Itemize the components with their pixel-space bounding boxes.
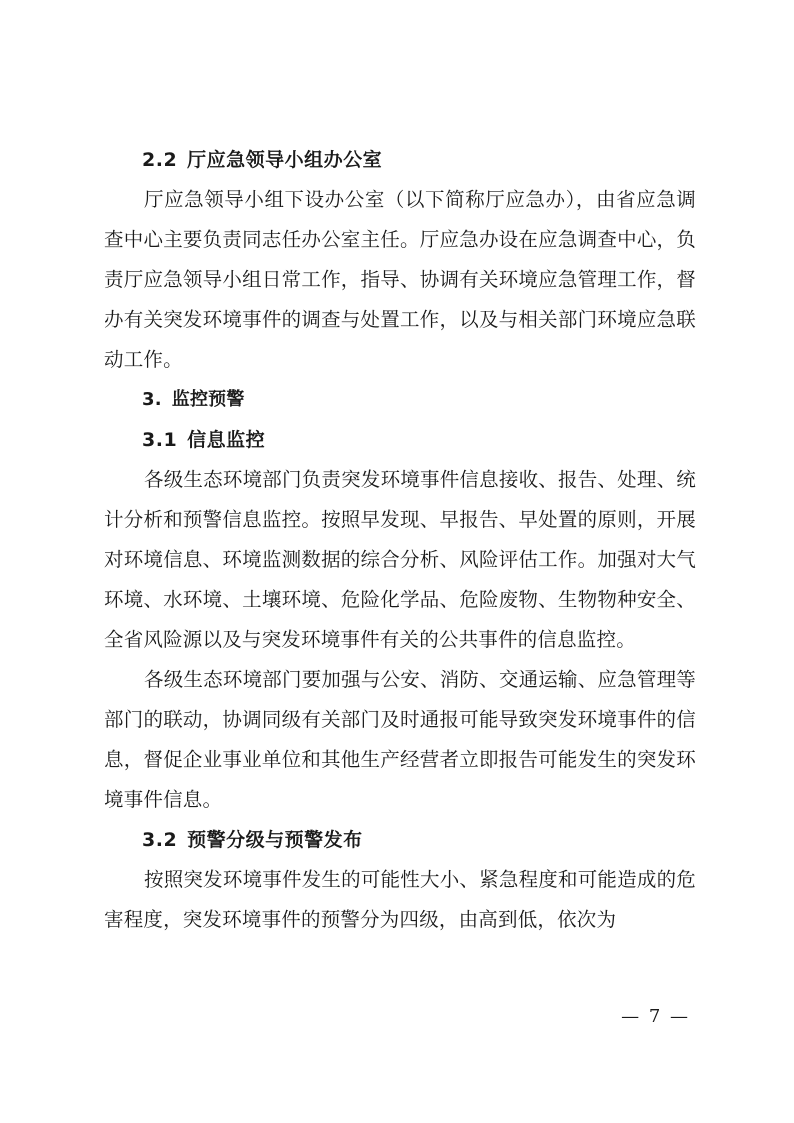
page-number: — 7 — bbox=[621, 1006, 690, 1027]
section-title: 预警分级与预警发布 bbox=[187, 829, 363, 851]
section-number: 2.2 bbox=[142, 149, 178, 171]
paragraph-4: 按照突发环境事件发生的可能性大小、紧急程度和可能造成的危害程度，突发环境事件的预警分为四级，由高到低，依次为 bbox=[104, 868, 696, 931]
section-title: 监控预警 bbox=[171, 389, 245, 410]
paragraph-1: 厅应急领导小组下设办公室（以下简称厅应急办），由省应急调查中心主要负责同志任办公室主任。厅应急办设在应急调查中心，负责厅应急领导小组日常工作，指导、协调有关环境应急管理工作，督办有关突发环境事件的调查与处置工作，以及与相关部门环境应急联动工作。 bbox=[104, 188, 696, 371]
section-number: 3.1 bbox=[142, 429, 178, 451]
section-number: 3.2 bbox=[142, 829, 178, 851]
document-body bbox=[104, 140, 696, 940]
section-heading-3-1 bbox=[104, 420, 696, 460]
paragraph-2: 各级生态环境部门负责突发环境事件信息接收、报告、处理、统计分析和预警信息监控。按照早发现、早报告、早处置的原则，开展对环境信息、环境监测数据的综合分析、风险评估工作。加强对大气环境、水环境、土壤环境、危险化学品、危险废物、生物物种安全、全省风险源以及与突发环境事件有关的公共事件的信息监控。 bbox=[104, 468, 696, 651]
section-title: 厅应急领导小组办公室 bbox=[187, 149, 383, 171]
section-heading-3 bbox=[104, 380, 696, 420]
section-heading-2-2 bbox=[104, 140, 696, 180]
section-title: 信息监控 bbox=[187, 429, 266, 451]
section-number: 3. bbox=[142, 389, 162, 410]
paragraph-3: 各级生态环境部门要加强与公安、消防、交通运输、应急管理等部门的联动，协调同级有关部门及时通报可能导致突发环境事件的信息，督促企业事业单位和其他生产经营者立即报告可能发生的突发环境事件信息。 bbox=[104, 668, 696, 811]
section-heading-3-2 bbox=[104, 820, 696, 860]
